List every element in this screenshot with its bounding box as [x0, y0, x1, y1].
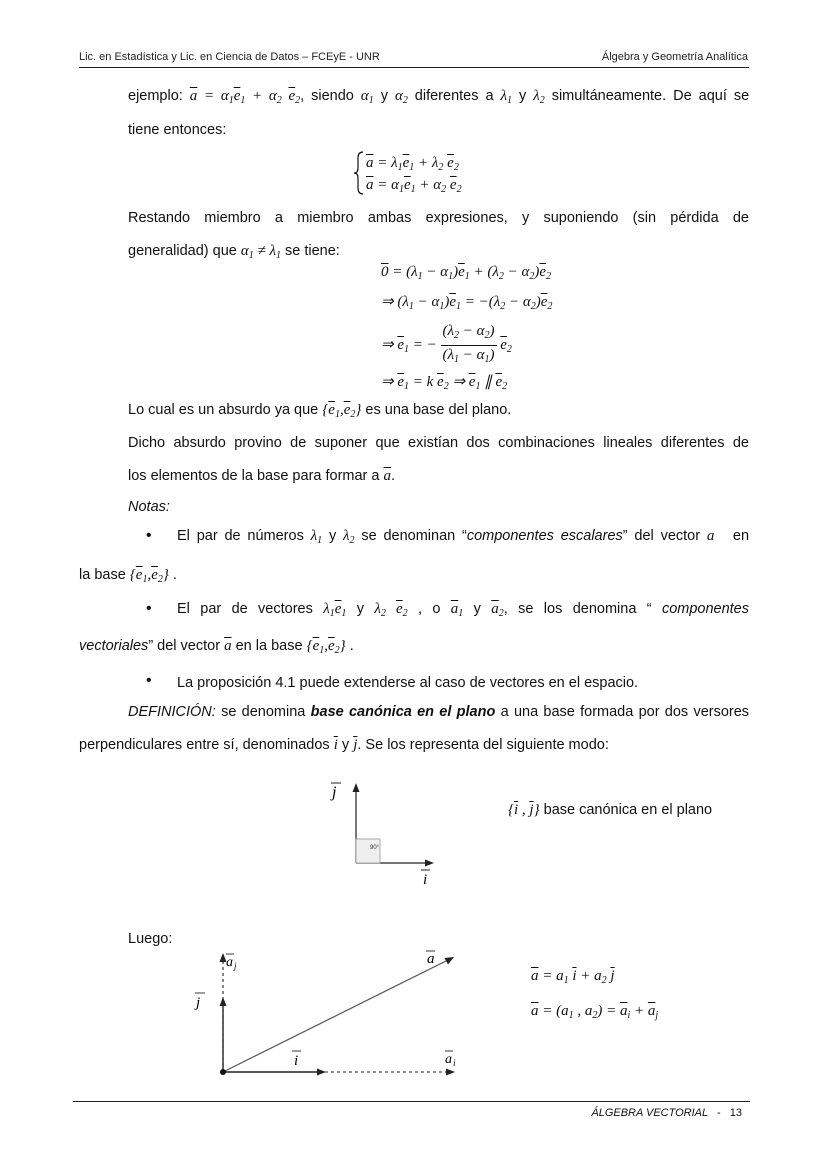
left-brace — [353, 150, 365, 196]
footer-rule — [73, 1101, 750, 1102]
header-right: Álgebra y Geometría Analítica — [601, 51, 748, 63]
definition-line-1: DEFINICIÓN: se denomina base canónica en el plano a una base formada por dos versores — [128, 704, 750, 720]
paragraph-line-3: Restando miembro a miembro ambas expresiones, y suponiendo (sin pérdida de — [128, 210, 749, 226]
system-eq-1: $\overline{a} = \lambda_1\overline{e}_1 + \lambda_2$ $\overline{e}_2$ — [366, 155, 459, 173]
header-rule — [79, 67, 749, 68]
bullet-1-line-1: El par de números $\lambda_1$ y $\lambda_2$ se denominan “componentes escalares” del vector a⃗ en — [177, 528, 750, 546]
bullet-2-line-1: El par de vectores $\lambda_1\overline{e}_1$ y $\lambda_2$ $\overline{e}_2$ , o $\overline{a}_1$ y $\overline{a}_2$, se los denomina “ componentes — [177, 601, 749, 619]
page-number: 13 — [729, 1107, 742, 1119]
notes-heading: Notas: — [128, 499, 170, 515]
svg-text:a: a — [445, 1052, 452, 1067]
derivation-eq-3: ⇒ $\overline{e}_1$ = − $\frac{(\lambda_2 - \alpha_2)}{(\lambda_1 - \alpha_1)}$ $\overline{e}_2$ — [381, 323, 512, 365]
footer: ÁLGEBRA VECTORIAL - 13 — [591, 1107, 742, 1119]
svg-text:j: j — [234, 961, 237, 971]
system-eq-2: $\overline{a} = \alpha_1\overline{e}_1 + \alpha_2$ $\overline{e}_2$ — [366, 177, 462, 195]
bullet-1: • — [146, 527, 152, 544]
paragraph-line-6: Dicho absurdo provino de suponer que existían dos combinaciones lineales diferentes de — [128, 435, 749, 451]
derivation-eq-2: ⇒ $(\lambda_1 - \alpha_1)\overline{e}_1 = -(\lambda_2 - \alpha_2)\overline{e}_2$ — [381, 294, 553, 312]
svg-text:i: i — [453, 1058, 456, 1068]
canonical-basis-caption: {$\overline{i}$ , $\overline{j}$} base canónica en el plano — [508, 802, 713, 818]
definition-line-2: perpendiculares entre sí, denominados $\overline{i}$ y $\overline{j}$. Se los representa del siguiente modo: — [79, 737, 609, 753]
equation-inline: $\overline{a} = \alpha_1\overline{e}_1 + \alpha_2$ $\overline{e}_2$ — [189, 88, 301, 106]
footer-label: ÁLGEBRA VECTORIAL — [591, 1107, 708, 1119]
right-angle-label: 90° — [370, 845, 380, 851]
i-label: i — [423, 872, 428, 888]
decomposition-eq-1: $\overline{a} = a_1$ $\overline{i} + a_2$ $\overline{j}$ — [531, 968, 615, 986]
luego-label: Luego: — [128, 931, 173, 947]
derivation-eq-1: $0 = (\lambda_1 - \alpha_1)\overline{e}_1 + (\lambda_2 - \alpha_2)\overline{e}_2$ — [381, 264, 552, 282]
derivation-eq-4: ⇒ $\overline{e}_1 = k$ $\overline{e}_2$ ⇒ $\overline{e}_1$ ∥ $\overline{e}_2$ — [381, 374, 508, 392]
svg-text:a: a — [427, 951, 435, 967]
paragraph-line-4: generalidad) que $\alpha_1 \ne \lambda_1$ se tiene: — [128, 243, 340, 261]
paragraph-line-7: los elementos de la base para formar a $\overline{a}$. — [128, 468, 396, 484]
vector-decomposition-figure — [190, 945, 480, 1085]
bullet-2: • — [146, 600, 152, 617]
canonical-basis-figure — [320, 775, 450, 890]
decomposition-eq-2: $\overline{a} = (a_1$ , $a_2) = \overline{a}_i + \overline{a}_j$ — [531, 1003, 659, 1021]
paragraph-line-2: tiene entonces: — [128, 122, 227, 138]
bullet-2-line-2: vectoriales” del vector $\overline{a}$ en la base $\{\overline{e}_1,\overline{e}_2\}$ . — [79, 638, 354, 656]
header-left: Lic. en Estadística y Lic. en Ciencia de Datos – FCEyE - UNR — [79, 51, 380, 63]
paragraph-line-5: Lo cual es un absurdo ya que $\{\overline{e}_1,\overline{e}_2\}$ es una base del plano. — [128, 402, 512, 420]
svg-text:j: j — [196, 995, 201, 1011]
svg-text:i: i — [294, 1053, 299, 1069]
bullet-1-line-2: la base $\{\overline{e}_1,\overline{e}_2\}$ . — [79, 567, 177, 585]
bullet-3-line: La proposición 4.1 puede extenderse al caso de vectores en el espacio. — [177, 675, 639, 691]
svg-text:a: a — [226, 955, 233, 970]
paragraph-line-1: ejemplo: $\overline{a} = \alpha_1\overline{e}_1 + \alpha_2$ $\overline{e}_2$, siendo $\alpha_1$ y $\alpha_2$ diferentes a $\lambda_1$ y $\lambda_2$ simultáneamente. De aquí se — [128, 88, 750, 106]
bullet-3: • — [146, 672, 152, 689]
j-label: j — [332, 784, 337, 801]
